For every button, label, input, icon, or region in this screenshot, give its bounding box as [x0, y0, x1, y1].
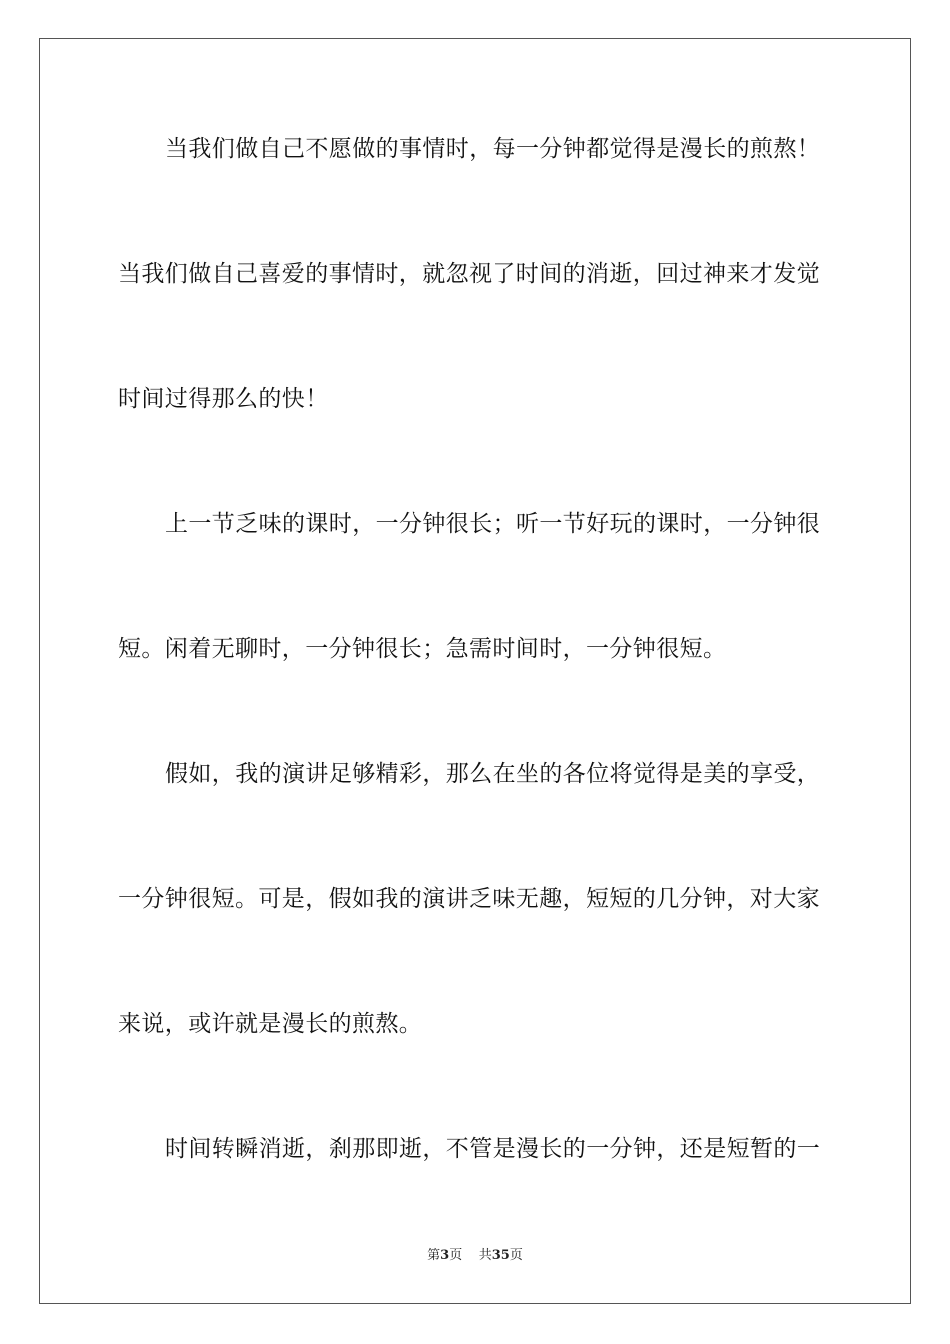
text-line-3: 时间过得那么的快！	[118, 386, 329, 412]
page-prefix: 第	[427, 1248, 441, 1263]
text-line-2: 当我们做自己喜爱的事情时，就忽视了时间的消逝，回过神来才发觉	[118, 261, 820, 287]
text-line-9: 时间转瞬消逝，刹那即逝，不管是漫长的一分钟，还是短暂的一	[165, 1136, 821, 1162]
text-line-5: 短。闲着无聊时，一分钟很长；急需时间时，一分钟很短。	[118, 636, 727, 662]
total-pages: 35	[491, 1248, 510, 1263]
text-line-7: 一分钟很短。可是，假如我的演讲乏味无趣，短短的几分钟，对大家	[118, 886, 820, 912]
page-number: 3	[440, 1248, 450, 1263]
page-suffix: 页	[449, 1248, 463, 1263]
page-footer	[0, 1247, 950, 1265]
page-border	[39, 38, 911, 1304]
text-line-4: 上一节乏味的课时，一分钟很长；听一节好玩的课时，一分钟很	[165, 511, 821, 537]
total-prefix: 共	[478, 1248, 492, 1263]
total-suffix: 页	[509, 1248, 523, 1263]
text-line-6: 假如，我的演讲足够精彩，那么在坐的各位将觉得是美的享受，	[165, 761, 821, 787]
text-line-1: 当我们做自己不愿做的事情时，每一分钟都觉得是漫长的煎熬！	[165, 136, 821, 162]
text-line-8: 来说，或许就是漫长的煎熬。	[118, 1011, 423, 1037]
